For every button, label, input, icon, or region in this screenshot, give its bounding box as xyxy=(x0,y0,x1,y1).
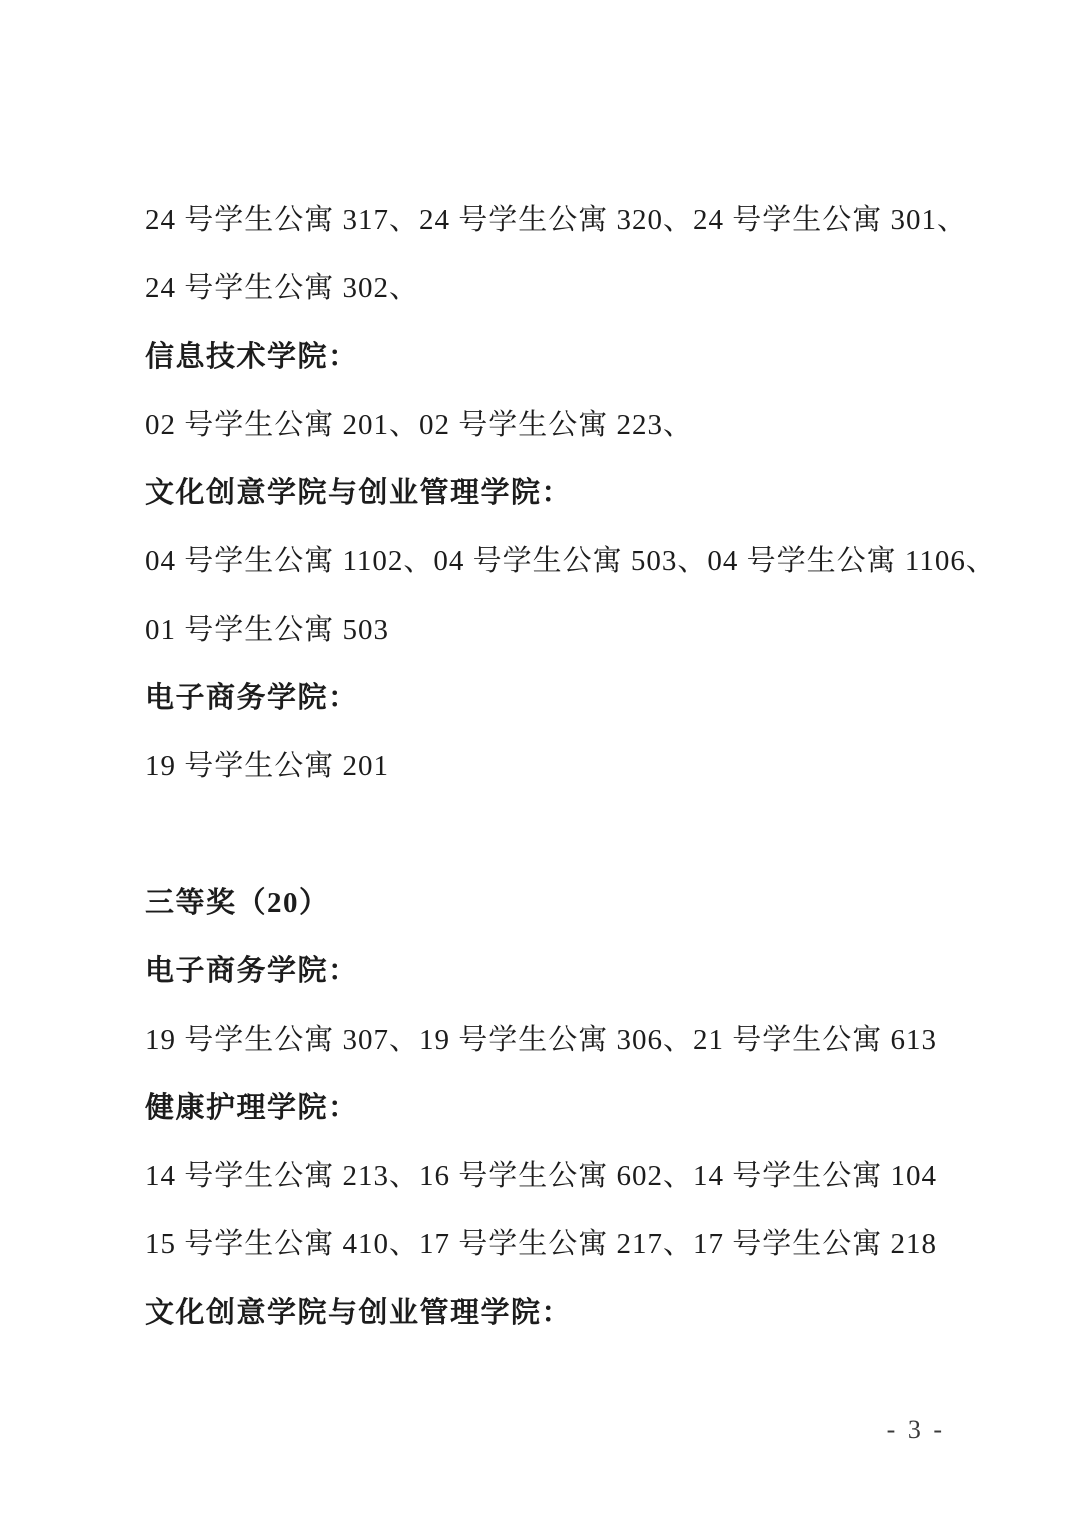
page-number: - 3 - xyxy=(886,1415,945,1444)
blank-line xyxy=(145,801,960,869)
text-line: 19 号学生公寓 201 xyxy=(145,750,390,783)
document-body xyxy=(145,186,996,1347)
text-line: 19 号学生公寓 307、19 号学生公寓 306、21 号学生公寓 613 xyxy=(145,1023,938,1056)
text-line: 01 号学生公寓 503 xyxy=(145,613,390,646)
section-heading: 三等奖（20） xyxy=(145,886,330,919)
text-line: 24 号学生公寓 317、24 号学生公寓 320、24 号学生公寓 301、 xyxy=(145,204,968,236)
section-heading: 健康护理学院： xyxy=(145,1091,359,1124)
text-line: 24 号学生公寓 302、 xyxy=(145,272,420,305)
text-line: 14 号学生公寓 213、16 号学生公寓 602、14 号学生公寓 104 xyxy=(145,1160,938,1193)
section-heading: 文化创意学院与创业管理学院： xyxy=(145,1296,573,1329)
section-heading: 电子商务学院： xyxy=(145,682,359,715)
section-heading: 文化创意学院与创业管理学院： xyxy=(145,477,573,510)
text-line: 04 号学生公寓 1102、04 号学生公寓 503、04 号学生公寓 1106、 xyxy=(145,545,996,578)
text-line: 15 号学生公寓 410、17 号学生公寓 217、17 号学生公寓 218 xyxy=(145,1228,938,1261)
section-heading: 信息技术学院： xyxy=(145,340,359,373)
section-heading: 电子商务学院： xyxy=(145,955,359,988)
text-line: 02 号学生公寓 201、02 号学生公寓 223、 xyxy=(145,408,694,441)
